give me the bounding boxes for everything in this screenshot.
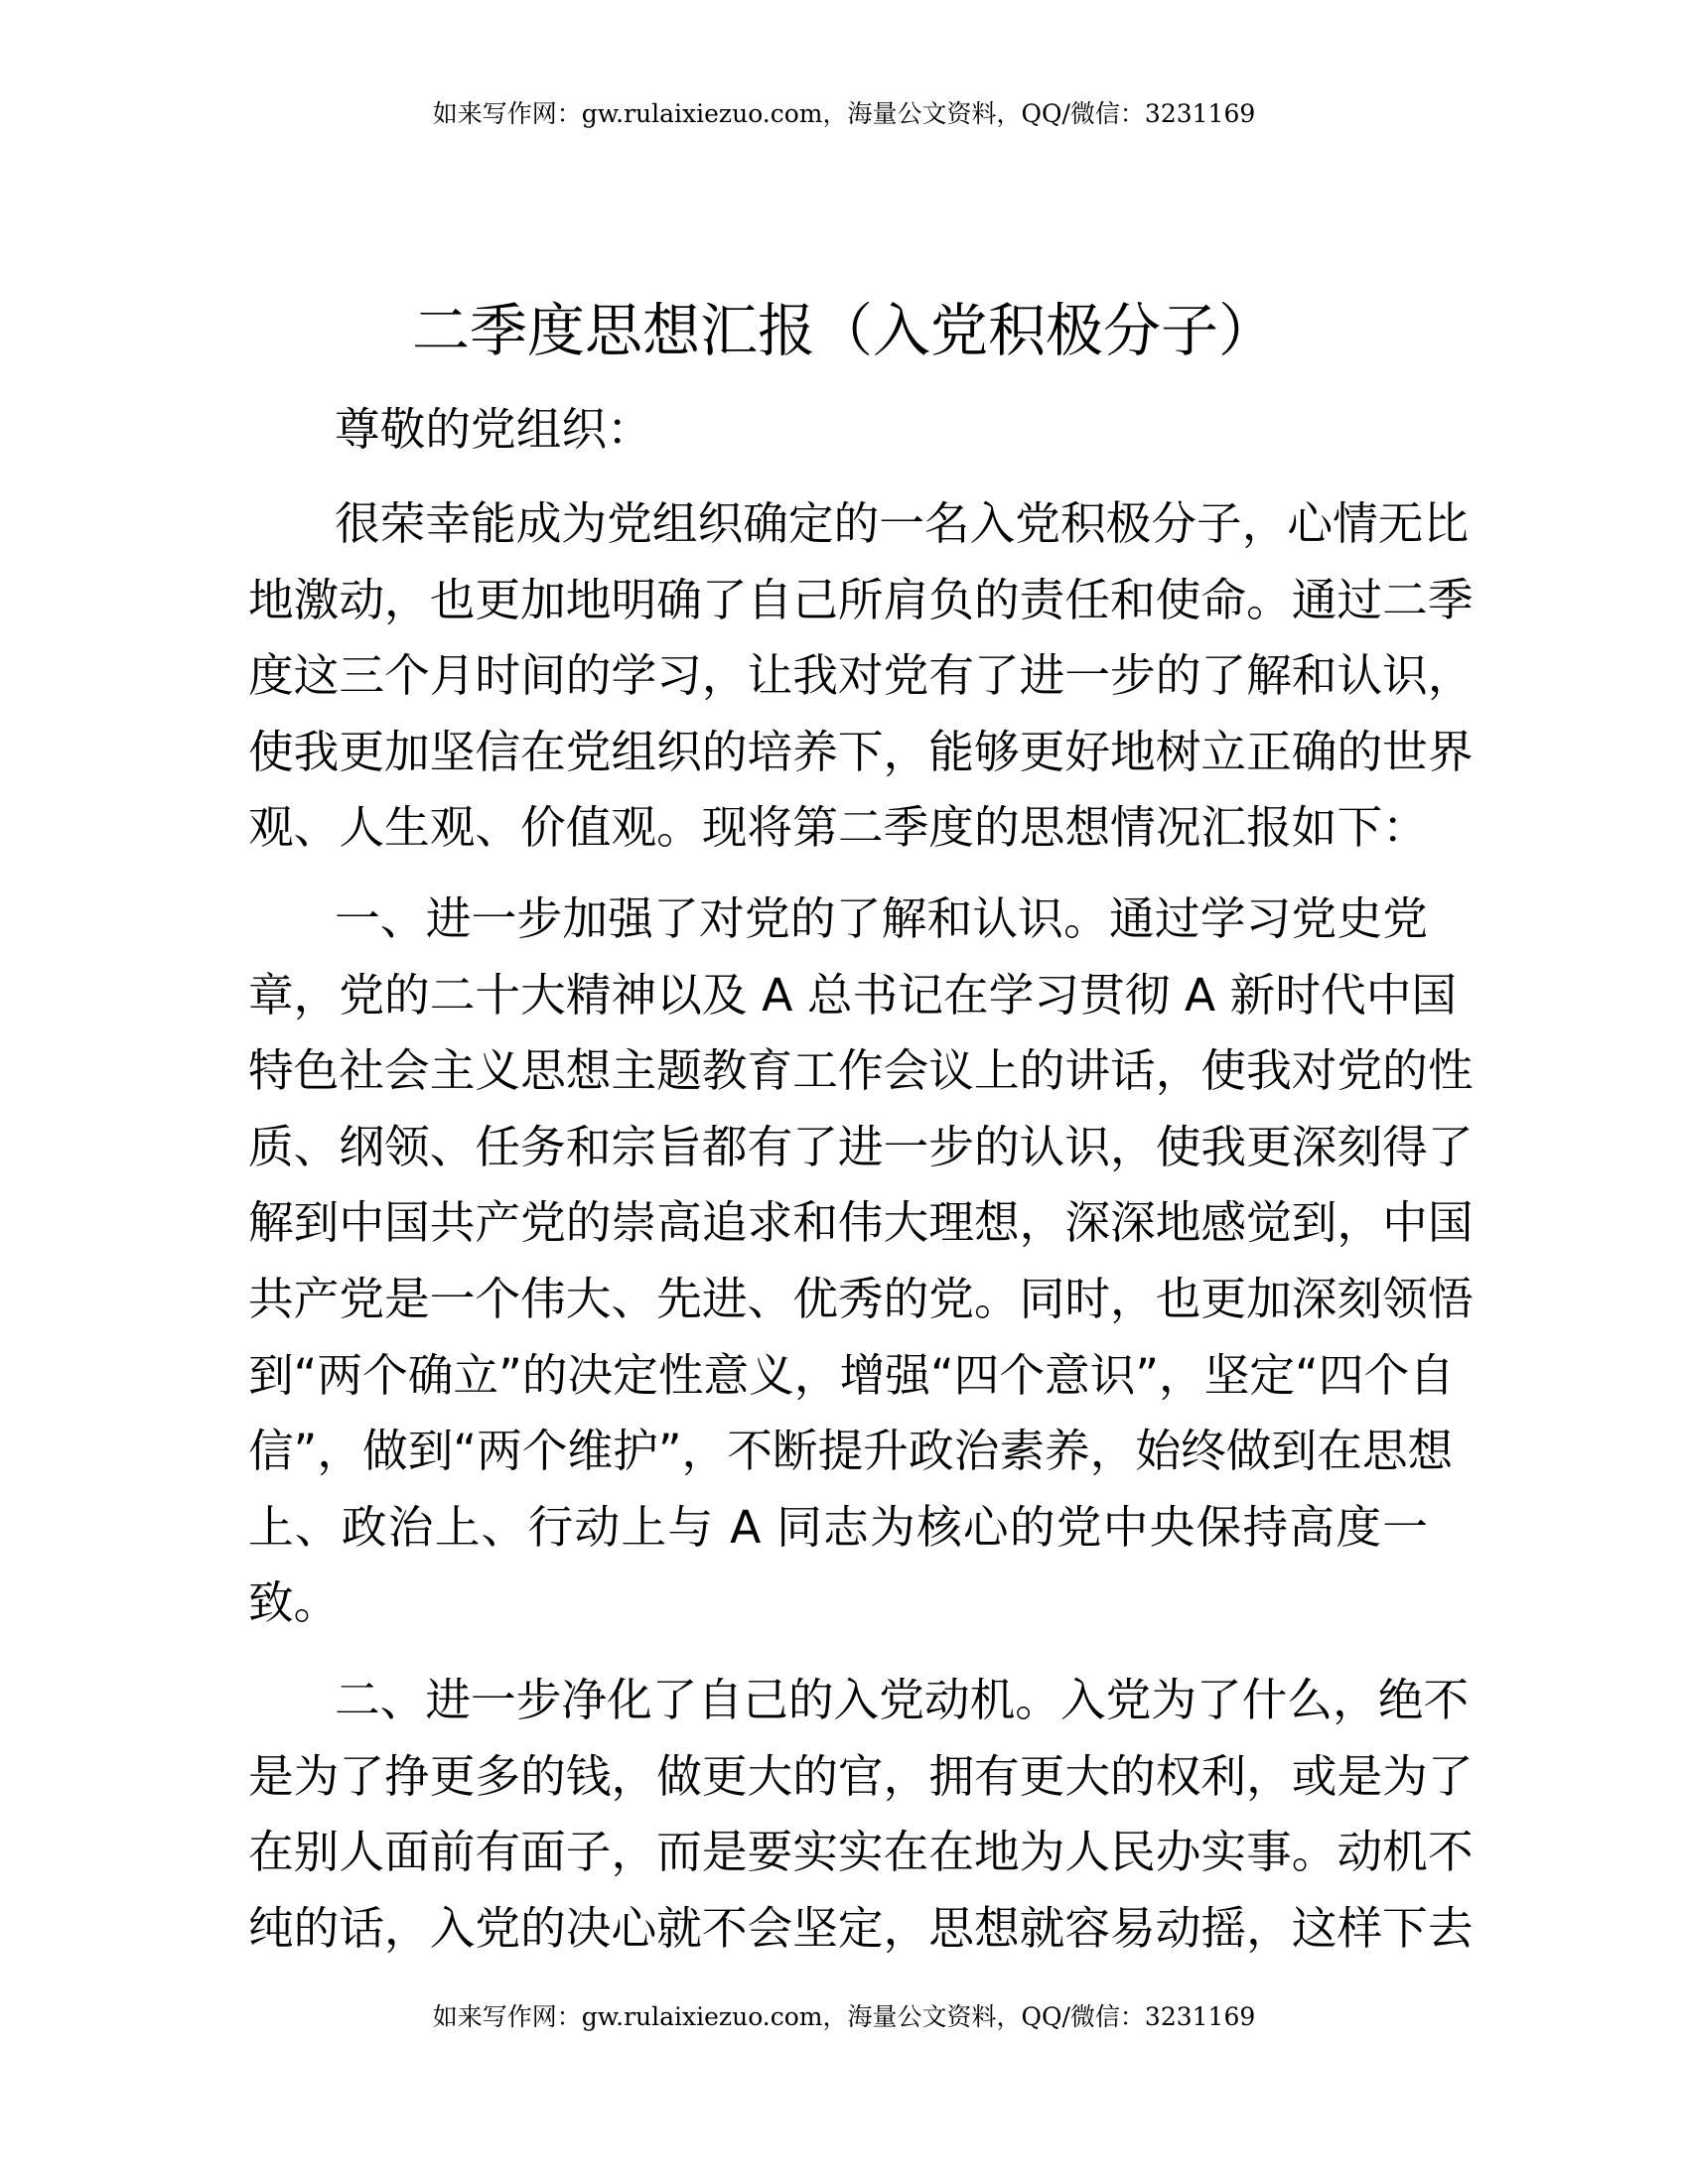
- page-footer-watermark: 如来写作网：gw.rulaixiezuo.com，海量公文资料，QQ/微信：3231169: [432, 2002, 1256, 2031]
- paragraph-line: 上、政治上、行动上与 A 同志为核心的党中央保持高度一: [248, 1500, 1428, 1554]
- page-header-watermark: 如来写作网：gw.rulaixiezuo.com，海量公文资料，QQ/微信：3231169: [432, 99, 1256, 128]
- paragraph-line: 共产党是一个伟大、先进、优秀的党。同时，也更加深刻领悟: [248, 1273, 1474, 1325]
- paragraph-line: 很荣幸能成为党组织确定的一名入党积极分子，心情无比: [335, 497, 1470, 550]
- paragraph-line: 到“两个确立”的决定性意义，增强“四个意识”，坚定“四个自: [248, 1348, 1455, 1402]
- paragraph-line: 信”，做到“两个维护”，不断提升政治素养，始终做到在思想: [248, 1425, 1454, 1478]
- paragraph-line: 观、人生观、价值观。现将第二季度的思想情况汇报如下：: [248, 801, 1428, 855]
- paragraph-line: 在别人面前有面子，而是要实实在在地为人民办实事。动机不: [248, 1826, 1474, 1879]
- paragraph-line: 解到中国共产党的崇高追求和伟大理想，深深地感觉到，中国: [248, 1196, 1474, 1250]
- greeting: 尊敬的党组织：: [335, 403, 652, 456]
- paragraph-line: 使我更加坚信在党组织的培养下，能够更好地树立正确的世界: [248, 725, 1474, 778]
- paragraph-line: 特色社会主义思想主题教育工作会议上的讲话，使我对党的性: [248, 1044, 1474, 1098]
- paragraph-line: 纯的话，入党的决心就不会坚定，思想就容易动摇，这样下去: [248, 1901, 1474, 1955]
- paragraph-line: 度这三个月时间的学习，让我对党有了进一步的了解和认识，: [248, 649, 1474, 703]
- paragraph-line: 质、纲领、任务和宗旨都有了进一步的认识，使我更深刻得了: [248, 1120, 1474, 1173]
- paragraph-line: 一、进一步加强了对党的了解和认识。通过学习党史党: [335, 892, 1428, 945]
- paragraph-line: 是为了挣更多的钱，做更大的官，拥有更大的权利，或是为了: [248, 1749, 1474, 1803]
- document-title: 二季度思想汇报（入党积极分子）: [411, 297, 1276, 364]
- paragraph-line: 章，党的二十大精神以及 A 总书记在学习贯彻 A 新时代中国: [248, 968, 1458, 1022]
- paragraph-line: 二、进一步净化了自己的入党动机。入党为了什么，绝不: [335, 1674, 1470, 1726]
- paragraph-line: 致。: [248, 1576, 340, 1630]
- paragraph-line: 地激动，也更加地明确了自己所肩负的责任和使命。通过二季: [248, 573, 1474, 626]
